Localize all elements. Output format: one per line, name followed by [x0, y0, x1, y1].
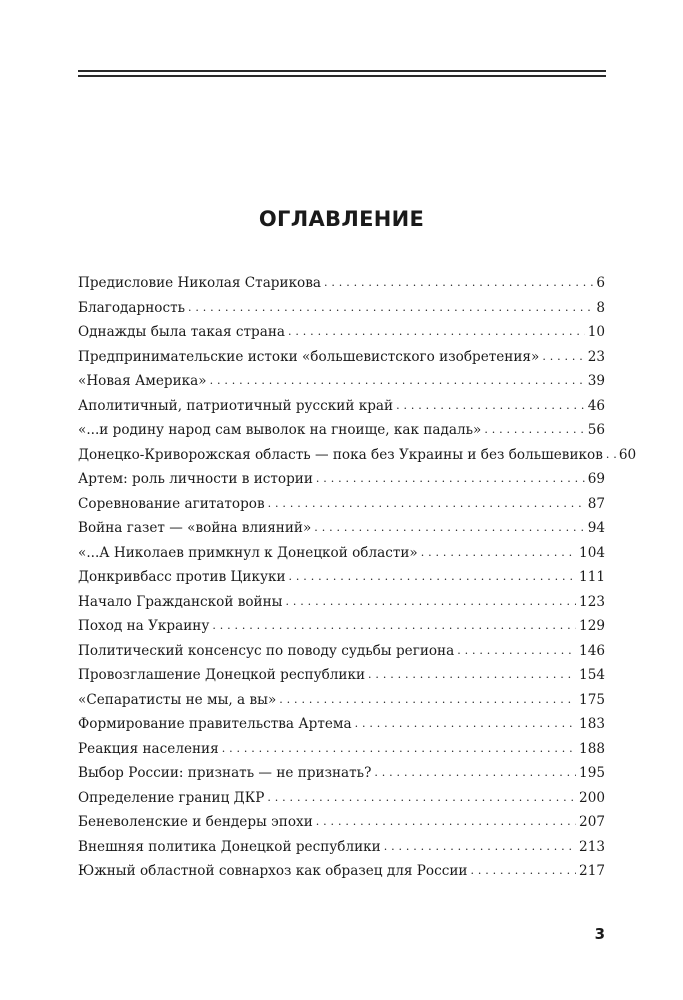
toc-dot-leader	[606, 442, 616, 468]
toc-entry-page: 195	[579, 765, 605, 781]
toc-entry-page: 183	[579, 716, 605, 732]
toc-entry-page: 154	[579, 667, 605, 683]
toc-entry[interactable]	[78, 271, 605, 296]
toc-dot-leader	[279, 687, 576, 713]
toc-entry-title: Предисловие Николая Старикова	[78, 275, 322, 291]
toc-entry[interactable]	[78, 786, 605, 811]
toc-entry-title: Реакция населения	[78, 740, 219, 757]
toc-entry[interactable]	[78, 614, 605, 639]
toc-entry-page: 146	[579, 642, 605, 659]
toc-entry[interactable]	[78, 320, 605, 345]
toc-entry[interactable]	[78, 516, 605, 541]
toc-dot-leader	[324, 270, 593, 296]
toc-entry[interactable]	[78, 565, 605, 590]
toc-entry[interactable]	[78, 369, 605, 394]
toc-dot-leader	[542, 344, 584, 370]
toc-dot-leader	[374, 760, 576, 786]
toc-entry-page: 207	[579, 814, 605, 830]
toc-entry[interactable]	[78, 639, 605, 664]
toc-entry[interactable]	[78, 418, 605, 443]
toc-entry-page: 104	[579, 544, 605, 561]
toc-entry-title: Определение границ ДКР	[78, 789, 265, 806]
header-rule-bottom	[78, 75, 606, 77]
toc-dot-leader	[484, 417, 584, 443]
toc-entry[interactable]	[78, 835, 605, 860]
toc-dot-leader	[368, 662, 576, 688]
toc-entry-page: 8	[596, 299, 605, 316]
toc-entry-title: Артем: роль личности в истории	[78, 471, 313, 487]
toc-entry-title: «...А Николаев примкнул к Донецкой области»	[78, 544, 418, 561]
toc-entry-title: Южный областной совнархоз как образец для России	[78, 863, 468, 879]
toc-entry[interactable]	[78, 296, 605, 321]
toc-entry-page: 46	[587, 397, 605, 414]
toc-entry-title: Поход на Украину	[78, 618, 210, 634]
toc-dot-leader	[212, 613, 576, 639]
toc-entry[interactable]	[78, 590, 605, 615]
toc-entry[interactable]	[78, 663, 605, 688]
page-title: ОГЛАВЛЕНИЕ	[258, 207, 425, 231]
toc-entry[interactable]	[78, 712, 605, 737]
toc-entry-page: 188	[579, 740, 605, 757]
toc-dot-leader	[316, 466, 585, 492]
toc-entry-page: 60	[618, 446, 637, 463]
toc-dot-leader	[286, 589, 577, 615]
toc-dot-leader	[314, 515, 584, 541]
toc-entry[interactable]	[78, 761, 605, 786]
toc-entry-page: 39	[587, 373, 605, 389]
toc-entry-title: Беневоленские и бендеры эпохи	[78, 814, 313, 830]
toc-dot-leader	[222, 736, 576, 762]
header-rule-top	[78, 70, 606, 72]
toc-entry-title: Провозглашение Донецкой республики	[78, 667, 366, 683]
toc-dot-leader	[288, 319, 585, 345]
toc-entry-page: 213	[579, 838, 605, 855]
toc-entry[interactable]	[78, 541, 605, 566]
toc-entry-title: Начало Гражданской войны	[78, 593, 283, 610]
toc-entry[interactable]	[78, 492, 605, 517]
toc-entry-page: 87	[587, 495, 605, 512]
toc-entry[interactable]	[78, 688, 605, 713]
toc-entry[interactable]	[78, 345, 605, 370]
toc-entry-page: 56	[587, 422, 605, 438]
toc-entry-title: Внешняя политика Донецкой республики	[78, 838, 381, 855]
toc-entry-title: Предпринимательские истоки «большевистского изобретения»	[78, 348, 540, 365]
toc-entry-page: 6	[596, 275, 605, 291]
toc-entry-page: 23	[587, 348, 605, 365]
toc-entry-title: Донкривбасс против Цикуки	[78, 569, 286, 585]
toc-dot-leader	[210, 368, 585, 394]
toc-entry-page: 200	[579, 789, 605, 806]
toc-dot-leader	[470, 858, 576, 884]
toc-dot-leader	[457, 638, 576, 664]
toc-dot-leader	[316, 809, 576, 835]
toc-entry-title: «Новая Америка»	[78, 373, 207, 389]
toc-dot-leader	[421, 540, 576, 566]
toc-entry[interactable]	[78, 394, 605, 419]
toc-dot-leader	[355, 711, 576, 737]
toc-entry-title: Война газет — «война влияний»	[78, 520, 312, 536]
toc-entry[interactable]	[78, 467, 605, 492]
toc-entry-page: 175	[579, 691, 605, 708]
toc-dot-leader	[268, 491, 585, 517]
toc-entry-title: Соревнование агитаторов	[78, 495, 265, 512]
toc-entry-title: Выбор России: признать — не признать?	[78, 765, 372, 781]
toc-dot-leader	[289, 564, 577, 590]
toc-dot-leader	[188, 295, 593, 321]
toc-entry-page: 10	[587, 324, 605, 340]
toc-entry-title: Аполитичный, патриотичный русский край	[78, 397, 394, 414]
toc-dot-leader	[384, 834, 576, 860]
toc-entry-page: 94	[587, 520, 605, 536]
toc-entry-page: 217	[579, 863, 605, 879]
toc-entry-title: Донецко-Криворожская область — пока без Украины и без большевиков	[78, 446, 603, 463]
toc-dot-leader	[396, 393, 585, 419]
toc-entry[interactable]	[78, 737, 605, 762]
toc-entry-page: 123	[579, 593, 605, 610]
toc-entry-page: 111	[579, 569, 605, 585]
toc-dot-leader	[267, 785, 576, 811]
toc-entry-title: Формирование правительства Артема	[78, 716, 352, 732]
toc-entry-page: 129	[579, 618, 605, 634]
toc-entry-page: 69	[587, 471, 605, 487]
toc-entry[interactable]	[78, 859, 605, 884]
toc-entry[interactable]	[78, 810, 605, 835]
toc-entry-title: «...и родину народ сам выволок на гноище, как падаль»	[78, 422, 482, 438]
toc-entry-title: Политический консенсус по поводу судьбы региона	[78, 642, 455, 659]
toc-entry-title: Благодарность	[78, 299, 185, 316]
page-number: 3	[594, 925, 605, 943]
toc-entry[interactable]	[78, 443, 637, 468]
table-of-contents	[78, 271, 637, 884]
toc-entry-title: «Сепаратисты не мы, а вы»	[78, 691, 277, 708]
toc-entry-title: Однажды была такая страна	[78, 324, 285, 340]
